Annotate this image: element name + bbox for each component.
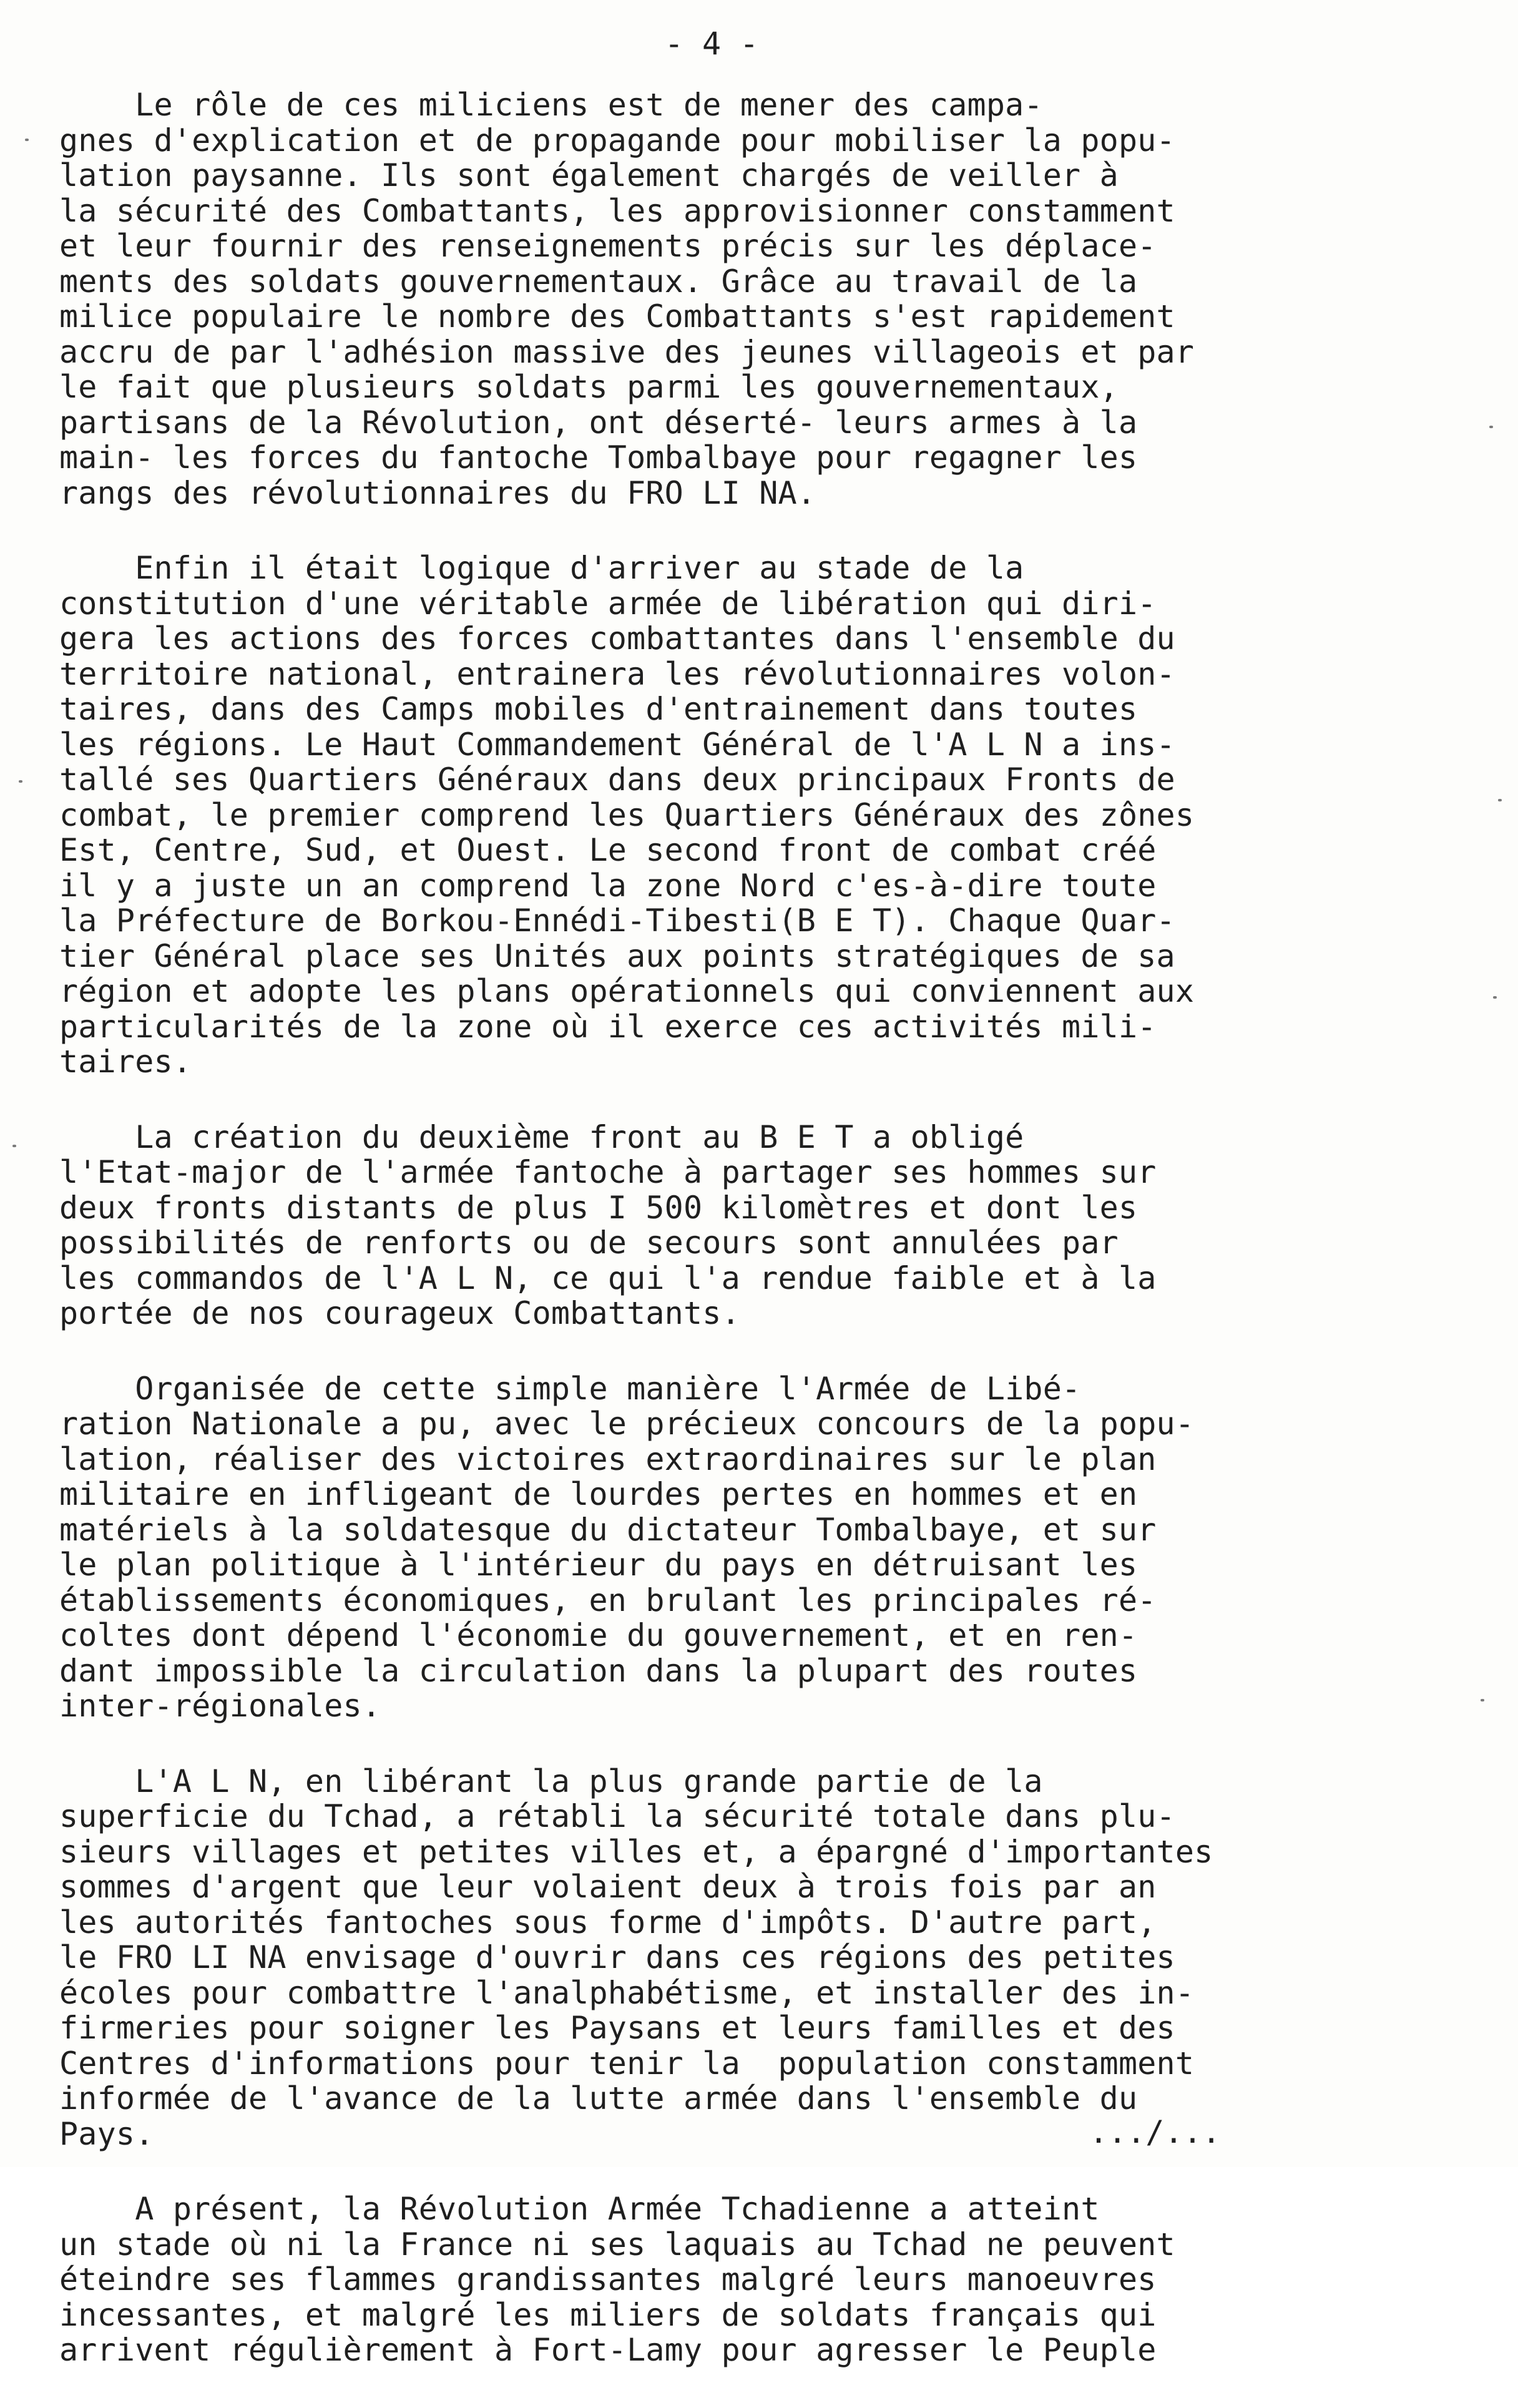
text-line: possibilités de renforts ou de secours sont annulées par xyxy=(59,1225,1119,1261)
text-line: un stade où ni la France ni ses laquais au Tchad ne peuvent xyxy=(59,2226,1175,2263)
text-line: ration Nationale a pu, avec le précieux concours de la popu- xyxy=(59,1406,1195,1442)
text-line: taires, dans des Camps mobiles d'entrainement dans toutes xyxy=(59,691,1138,727)
body-text xyxy=(59,87,1314,2408)
scan-speck xyxy=(19,780,22,783)
text-line: A présent, la Révolution Armée Tchadienne a atteint xyxy=(59,2191,1100,2227)
text-line: territoire national, entrainera les révolutionnaires volon- xyxy=(59,655,1175,692)
text-line: Est, Centre, Sud, et Ouest. Le second front de combat créé xyxy=(59,832,1157,868)
scan-speck xyxy=(25,139,29,141)
text-line: Enfin il était logique d'arriver au stade de la xyxy=(59,550,1024,586)
text-line: gnes d'explication et de propagande pour mobiliser la popu- xyxy=(59,122,1175,159)
text-line: portée de nos courageux Combattants. xyxy=(59,1295,740,1331)
text-line: milice populaire le nombre des Combattants s'est rapidement xyxy=(59,298,1175,335)
text-line: lation paysanne. Ils sont également chargés de veiller à xyxy=(59,157,1119,193)
text-line: sommes d'argent que leur volaient deux à trois fois par an xyxy=(59,1869,1157,1905)
text-line: firmeries pour soigner les Paysans et leurs familles et des xyxy=(59,2010,1175,2046)
text-line: L'A L N, en libérant la plus grande partie de la xyxy=(59,1763,1043,1799)
text-line: écoles pour combattre l'analphabétisme, et installer des in- xyxy=(59,1974,1195,2011)
text-line: combat, le premier comprend les Quartiers Généraux des zônes xyxy=(59,796,1195,833)
paragraph-3 xyxy=(59,1120,1314,1331)
text-line: les autorités fantoches sous forme d'impôts. D'autre part, xyxy=(59,1904,1157,1941)
paragraph-5 xyxy=(59,1764,1314,2152)
text-line: région et adopte les plans opérationnels qui conviennent aux xyxy=(59,973,1195,1009)
scan-speck xyxy=(1493,996,1497,999)
text-line: et leur fournir des renseignements précis sur les déplace- xyxy=(59,228,1157,264)
text-line: Le rôle de ces miliciens est de mener des campa- xyxy=(59,87,1043,123)
text-line: Centres d'informations pour tenir la population constamment xyxy=(59,2045,1195,2082)
page-number: - 4 - xyxy=(664,26,759,62)
text-line: sieurs villages et petites villes et, a épargné d'importantes xyxy=(59,1833,1213,1870)
text-line: le FRO LI NA envisage d'ouvrir dans ces régions des petites xyxy=(59,1939,1175,1975)
text-line: arrivent régulièrement à Fort-Lamy pour agresser le Peuple xyxy=(59,2332,1157,2368)
text-line: taires. xyxy=(59,1044,192,1080)
text-line: dant impossible la circulation dans la plupart des routes xyxy=(59,1652,1138,1689)
text-line: matériels à la soldatesque du dictateur Tombalbaye, et sur xyxy=(59,1511,1157,1548)
text-line: les commandos de l'A L N, ce qui l'a rendue faible et à la xyxy=(59,1260,1157,1296)
scan-speck xyxy=(1498,799,1502,801)
text-line: la sécurité des Combattants, les approvisionner constamment xyxy=(59,192,1175,229)
text-line: rangs des révolutionnaires du FRO LI NA. xyxy=(59,474,816,511)
text-line: militaire en infligeant de lourdes pertes en hommes et en xyxy=(59,1476,1138,1512)
text-line: partisans de la Révolution, ont déserté- leurs armes à la xyxy=(59,404,1138,441)
text-line: éteindre ses flammes grandissantes malgré leurs manoeuvres xyxy=(59,2261,1157,2298)
text-line: constitution d'une véritable armée de libération qui diri- xyxy=(59,585,1157,622)
text-line: inter-régionales. xyxy=(59,1688,381,1724)
text-line: tallé ses Quartiers Généraux dans deux principaux Fronts de xyxy=(59,761,1175,798)
text-line: lation, réaliser des victoires extraordinaires sur le plan xyxy=(59,1441,1157,1477)
text-line: établissements économiques, en brulant les principales ré- xyxy=(59,1582,1157,1618)
text-line: particularités de la zone où il exerce ces activités mili- xyxy=(59,1008,1157,1045)
text-line: deux fronts distants de plus I 500 kilomètres et dont les xyxy=(59,1189,1138,1226)
text-line: accru de par l'adhésion massive des jeunes villageois et par xyxy=(59,333,1195,370)
text-line: Pays. xyxy=(59,2115,154,2152)
text-line: le fait que plusieurs soldats parmi les gouvernementaux, xyxy=(59,369,1119,405)
text-line: incessantes, et malgré les miliers de soldats français qui xyxy=(59,2296,1157,2333)
text-line: les régions. Le Haut Commandement Général de l'A L N a ins- xyxy=(59,726,1175,763)
text-line: tier Général place ses Unités aux points stratégiques de sa xyxy=(59,937,1175,974)
text-line: ments des soldats gouvernementaux. Grâce au travail de la xyxy=(59,263,1138,300)
paragraph-6 xyxy=(59,2191,1314,2368)
text-line: La création du deuxième front au B E T a obligé xyxy=(59,1118,1024,1155)
text-line: il y a juste un an comprend la zone Nord c'es-à-dire toute xyxy=(59,867,1157,904)
scan-speck xyxy=(1489,426,1493,428)
text-line: la Préfecture de Borkou-Ennédi-Tibesti(B E T). Chaque Quar- xyxy=(59,903,1175,939)
text-line: informée de l'avance de la lutte armée dans l'ensemble du xyxy=(59,2080,1138,2117)
text-line: l'Etat-major de l'armée fantoche à partager ses hommes sur xyxy=(59,1154,1157,1190)
text-line: coltes dont dépend l'économie du gouvernement, et en ren- xyxy=(59,1617,1138,1653)
text-line: Organisée de cette simple manière l'Armée de Libé- xyxy=(59,1370,1081,1407)
text-line: le plan politique à l'intérieur du pays en détruisant les xyxy=(59,1547,1138,1583)
paragraph-1 xyxy=(59,87,1314,511)
continuation-mark: .../... xyxy=(1089,2114,1221,2150)
paragraph-4 xyxy=(59,1371,1314,1724)
scan-speck xyxy=(12,1145,16,1147)
text-line: superficie du Tchad, a rétabli la sécurité totale dans plu- xyxy=(59,1798,1175,1834)
text-line: gera les actions des forces combattantes dans l'ensemble du xyxy=(59,620,1175,657)
scan-speck xyxy=(1481,1699,1484,1701)
paragraph-2 xyxy=(59,551,1314,1080)
text-line: main- les forces du fantoche Tombalbaye pour regagner les xyxy=(59,439,1138,476)
